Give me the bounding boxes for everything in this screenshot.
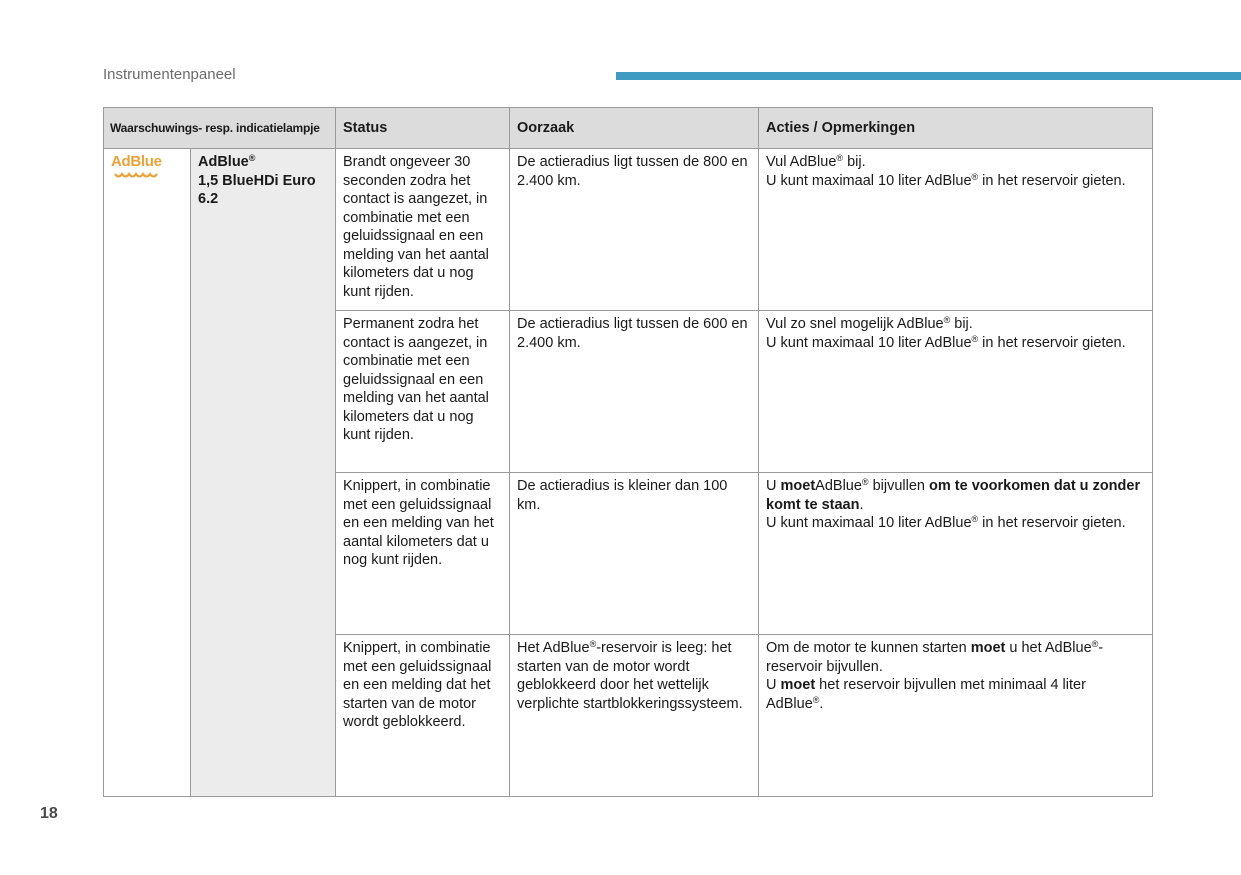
adblue-icon-text: AdBlue — [111, 153, 162, 170]
cause-cell: De actieradius is kleiner dan 100 km. — [510, 473, 759, 635]
status-cell: Brandt ongeveer 30 seconden zodra het contact is aangezet, in combinatie met een geluidssignaal en een melding van het aantal kilometers dat u nog kunt rijden. — [336, 149, 510, 311]
wave-icon — [114, 171, 158, 179]
page-number: 18 — [40, 805, 58, 822]
lamp-label-cell: AdBlue® 1,5 BlueHDi Euro 6.2 — [191, 149, 336, 797]
section-title: Instrumentenpaneel — [103, 66, 236, 83]
header-warning-lamp: Waarschuwings- resp. indicatielampje — [104, 108, 336, 149]
cause-cell: De actieradius ligt tussen de 600 en 2.400 km. — [510, 311, 759, 473]
action-cell: Vul zo snel mogelijk AdBlue® bij. U kunt maximaal 10 liter AdBlue® in het reservoir gieten. — [759, 311, 1153, 473]
header-cause: Oorzaak — [510, 108, 759, 149]
header-actions: Acties / Opmerkingen — [759, 108, 1153, 149]
adblue-warning-icon — [111, 154, 162, 179]
header-status: Status — [336, 108, 510, 149]
lamp-name: AdBlue — [198, 154, 249, 170]
table-header-row — [104, 108, 1153, 149]
status-cell: Knippert, in combinatie met een geluidssignaal en een melding van het aantal kilometers dat u nog kunt rijden. — [336, 473, 510, 635]
cause-cell: Het AdBlue®-reservoir is leeg: het starten van de motor wordt geblokkeerd door het wettelijk verplichte startblokkeringssysteem. — [510, 635, 759, 797]
warning-lamp-table — [103, 107, 1153, 797]
status-cell: Permanent zodra het contact is aangezet, in combinatie met een geluidssignaal en een melding van het aantal kilometers dat u nog kunt rijden. — [336, 311, 510, 473]
lamp-variant: 1,5 BlueHDi Euro 6.2 — [198, 172, 316, 207]
action-cell: Om de motor te kunnen starten moet u het AdBlue®-reservoir bijvullen. U moet het reservoir bijvullen met minimaal 4 liter AdBlue®. — [759, 635, 1153, 797]
table-row — [104, 149, 1153, 311]
status-cell: Knippert, in combinatie met een geluidssignaal en een melding dat het starten van de motor wordt geblokkeerd. — [336, 635, 510, 797]
cause-cell: De actieradius ligt tussen de 800 en 2.400 km. — [510, 149, 759, 311]
accent-bar — [616, 72, 1241, 80]
lamp-icon-cell — [104, 149, 191, 797]
action-cell: Vul AdBlue® bij. U kunt maximaal 10 liter AdBlue® in het reservoir gieten. — [759, 149, 1153, 311]
action-cell: U moetAdBlue® bijvullen om te voorkomen dat u zonder komt te staan. U kunt maximaal 10 liter AdBlue® in het reservoir gieten. — [759, 473, 1153, 635]
